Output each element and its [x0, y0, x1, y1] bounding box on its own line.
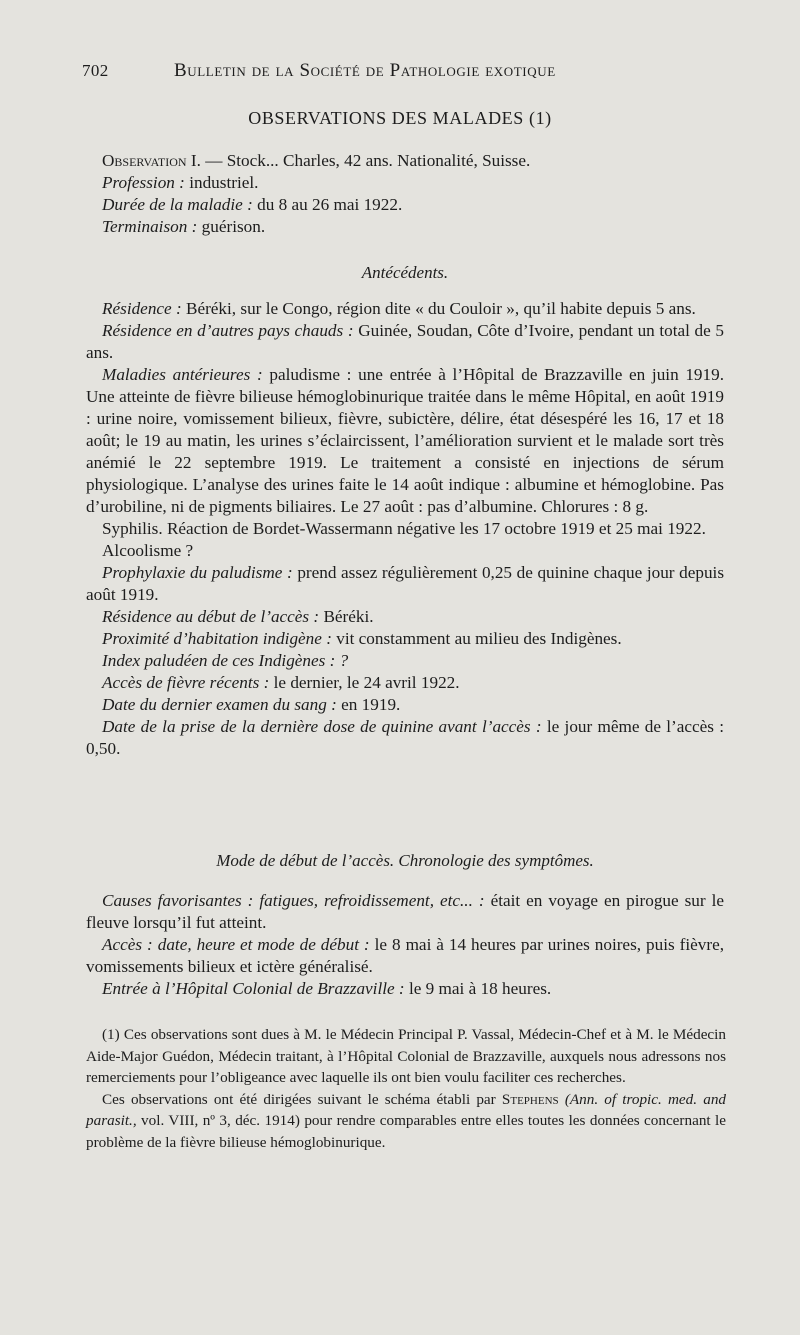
prophylaxie-text: prend assez régulièrement 0,25 de quinine chaque jour depuis août 1919. — [86, 563, 725, 604]
derniere-dose-text: le jour même de l’accès : 0,50. — [86, 717, 724, 758]
residence-debut-text: Béréki. — [323, 607, 374, 626]
proximite-text: vit constamment au milieu des Indigènes. — [336, 629, 622, 648]
observation-line — [86, 150, 724, 172]
residence-debut-paragraph — [86, 606, 724, 628]
page-number: 702 — [82, 61, 109, 80]
footnote-p2-start: Ces observations ont été dirigées suivant le schéma établi par — [102, 1090, 496, 1108]
derniere-dose-label: Date de la prise de la dernière dose de quinine avant l’accès : — [102, 717, 542, 736]
examen-text: en 1919. — [341, 695, 401, 714]
observation-header — [86, 150, 724, 238]
footnote-p2-end: vol. VIII, nº 3, déc. 1914) pour rendre comparables entre elles toutes les données concernant le problème de la fièvre bilieuse hémoglobinurique. — [86, 1112, 726, 1151]
derniere-dose-paragraph — [86, 716, 724, 760]
causes-paragraph — [86, 890, 724, 934]
alcoolisme-paragraph: Alcoolisme ? — [102, 541, 194, 560]
profession-line — [86, 172, 724, 194]
residence-label: Résidence : — [102, 299, 182, 318]
profession-value: industriel. — [189, 173, 259, 192]
proximite-paragraph — [86, 628, 724, 650]
residence-debut-label: Résidence au début de l’accès : — [102, 607, 320, 626]
autres-pays-label: Résidence en d’autres pays chauds : — [102, 321, 354, 340]
causes-label: Causes favorisantes : fatigues, refroidissement, etc... : — [102, 891, 485, 910]
acces-paragraph — [86, 934, 724, 978]
duree-line — [86, 194, 724, 216]
mode-debut-heading: Mode de début de l’accès. Chronologie des symptômes. — [216, 851, 594, 870]
syphilis-paragraph: Syphilis. Réaction de Bordet-Wassermann négative les 17 octobre 1919 et 25 mai 1922. — [102, 519, 706, 538]
prophylaxie-paragraph — [86, 562, 724, 606]
section-title: OBSERVATIONS DES MALADES (1) — [248, 108, 552, 128]
residence-text: Béréki, sur le Congo, région dite « du Couloir », qu’il habite depuis 5 ans. — [185, 299, 696, 318]
acces-recents-label: Accès de fièvre récents : — [102, 673, 270, 692]
acces-recents-text: le dernier, le 24 avril 1922. — [273, 673, 460, 692]
duree-value: du 8 au 26 mai 1922. — [257, 195, 403, 214]
footnote-paragraph-2 — [86, 1089, 726, 1154]
patient-info: — Stock... Charles, 42 ans. Nationalité, Suisse. — [205, 151, 531, 170]
footnote-author: Stephens — [501, 1090, 559, 1108]
index-paragraph: Index paludéen de ces Indigènes : ? — [102, 651, 349, 670]
examen-paragraph — [86, 694, 724, 716]
observation-label: Observation I. — [102, 151, 201, 170]
duree-label: Durée de la maladie : — [102, 195, 253, 214]
causes-text: était en voyage en pirogue sur le fleuve lorsqu’il fut atteint. — [86, 891, 725, 932]
footnote-paragraph-1: (1) Ces observations sont dues à M. le Médecin Principal P. Vassal, Médecin-Chef et à M. le Médecin Aide-Major Guédon, Médecin traitant, à l’Hôpital Colonial de Brazzaville, auxquels nous adressons nos remerciements pour l’obligeance avec laquelle ils ont bien voulu faciliter ces recherches. — [86, 1026, 726, 1086]
residence-paragraph — [86, 298, 724, 320]
examen-label: Date du dernier examen du sang : — [102, 695, 337, 714]
maladies-text: paludisme : une entrée à l’Hôpital de Brazzaville en juin 1919. Une atteinte de fièvre bilieuse hémoglobinurique traitée dans le même Hôpital, en août 1919 : urine noire, vomissement bilieux, fièvre, subictère, délire, état désespéré les 16, 17 et 18 août; le 19 au matin, les urines s’éclaircissent, l’amélioration survient et le malade sort très anémié le 22 septembre 1919. Le traitement a consisté en injections de sérum physiologique. L’analyse des urines faite le 14 août indique : albumine et hémoglobine. Pas d’urobiline, ni de pigments biliaires. Le 27 août : pas d’albumine. Chlorures : 8 g. — [86, 365, 724, 516]
journal-title: Bulletin de la Société de Pathologie exotique — [174, 60, 556, 81]
proximite-label: Proximité d’habitation indigène : — [102, 629, 332, 648]
antecedents-heading: Antécédents. — [361, 263, 449, 282]
terminaison-value: guérison. — [201, 217, 266, 236]
acces-text: le 8 mai à 14 heures par urines noires, puis fièvre, vomissements bilieux et ictère généralisé. — [86, 935, 725, 976]
terminaison-line — [86, 216, 724, 238]
autres-pays-paragraph — [86, 320, 724, 364]
antecedents-body — [86, 298, 724, 760]
maladies-paragraph — [86, 364, 724, 518]
autres-pays-text: Guinée, Soudan, Côte d’Ivoire, pendant un total de 5 ans. — [86, 321, 724, 362]
entree-paragraph — [86, 978, 724, 1000]
acces-label: Accès : date, heure et mode de début : — [102, 935, 370, 954]
prophylaxie-label: Prophylaxie du paludisme : — [102, 563, 293, 582]
profession-label: Profession : — [102, 173, 185, 192]
maladies-label: Maladies antérieures : — [102, 365, 263, 384]
entree-label: Entrée à l’Hôpital Colonial de Brazzaville : — [102, 979, 405, 998]
footnote — [86, 1024, 726, 1153]
acces-recents-paragraph — [86, 672, 724, 694]
running-head — [82, 60, 722, 82]
footnote-citation: (Ann. of tropic. med. and parasit., — [86, 1090, 727, 1129]
entree-text: le 9 mai à 18 heures. — [408, 979, 552, 998]
mode-debut-body — [86, 890, 724, 1000]
terminaison-label: Terminaison : — [102, 217, 198, 236]
